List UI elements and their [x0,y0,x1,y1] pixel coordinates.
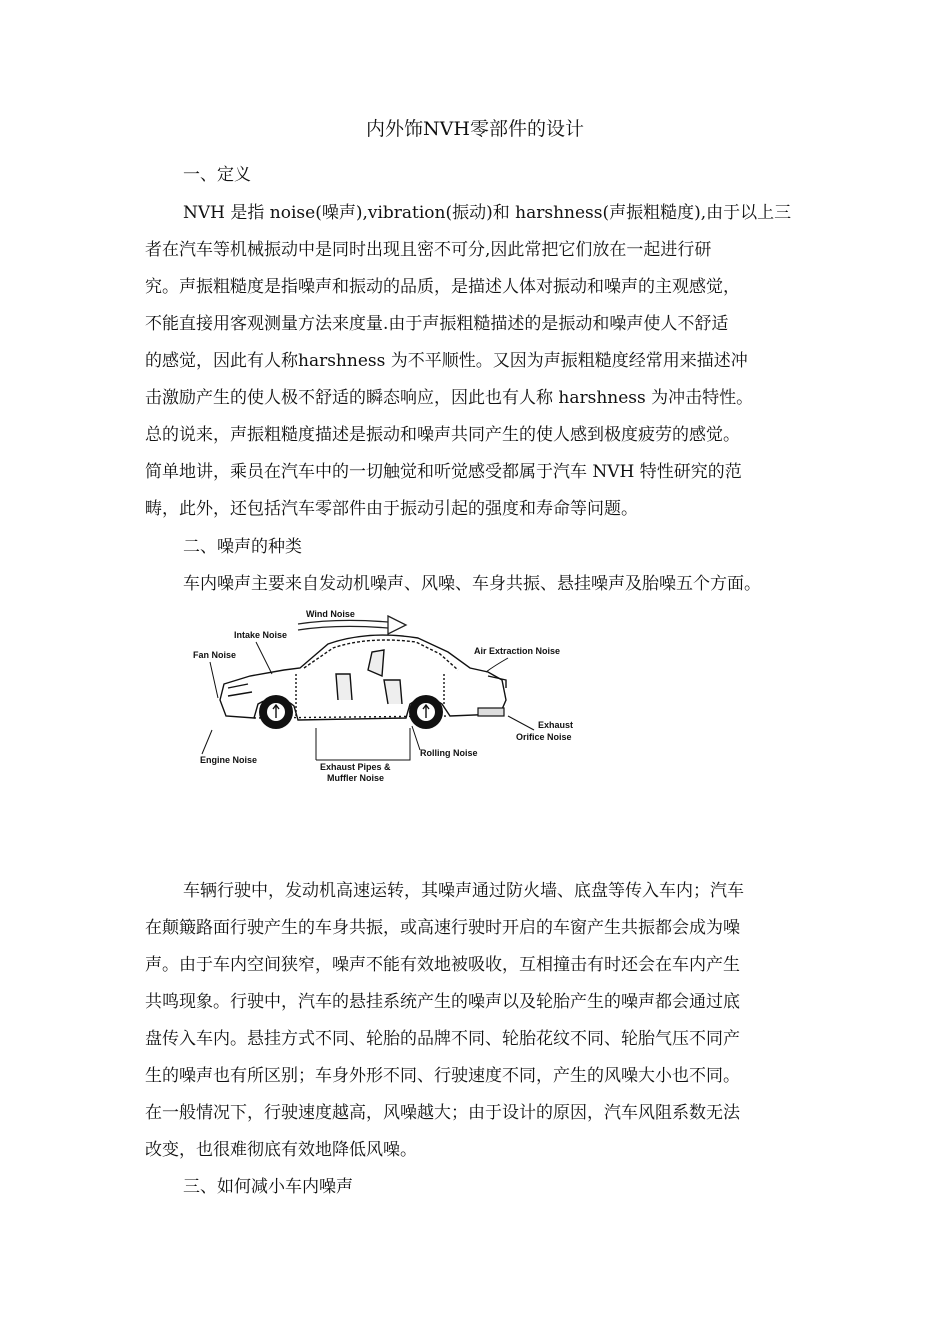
rear-wheel-icon [409,695,443,729]
paragraph-line: 在颠簸路面行驶产生的车身共振，或高速行驶时开启的车窗产生共振都会成为噪 [145,918,740,938]
section-heading-definition: 一、定义 [183,165,251,185]
fan-noise-label: Fan Noise [193,650,237,660]
paragraph-line: 总的说来，声振粗糙度描述是振动和噪声共同产生的使人感到极度疲劳的感觉。 [145,425,740,445]
exhaust-orifice-label-1: Exhaust [538,720,574,730]
exhaust-orifice-label-2: Orifice Noise [516,732,572,742]
paragraph-line: 究。声振粗糙度是指噪声和振动的品质，是描述人体对振动和噪声的主观感觉， [145,277,740,297]
paragraph-line: 的感觉，因此有人称harshness 为不平顺性。又因为声振粗糙度经常用来描述冲 [145,351,748,371]
front-wheel-icon [259,695,293,729]
paragraph-line: 畴，此外，还包括汽车零部件由于振动引起的强度和寿命等问题。 [145,499,638,519]
rolling-noise-label: Rolling Noise [420,748,478,758]
paragraph-line: 车内噪声主要来自发动机噪声、风噪、车身共振、悬挂噪声及胎噪五个方面。 [183,574,761,594]
intake-noise-label: Intake Noise [234,630,288,640]
paragraph-line: 不能直接用客观测量方法来度量.由于声振粗糙描述的是振动和噪声使人不舒适 [145,314,729,334]
paragraph-line: 改变，也很难彻底有效地降低风噪。 [145,1140,417,1160]
section-heading-reduce-noise: 三、如何减小车内噪声 [183,1177,353,1197]
paragraph-line: NVH 是指 noise(噪声),vibration(振动)和 harshness(声振粗糙度),由于以上三 [183,203,792,223]
paragraph-line: 生的噪声也有所区别；车身外形不同、行驶速度不同，产生的风噪大小也不同。 [145,1066,740,1086]
wind-noise-label: Wind Noise [306,609,355,619]
paragraph-line: 简单地讲，乘员在汽车中的一切触觉和听觉感受都属于汽车 NVH 特性研究的范 [145,462,742,482]
paragraph-line: 盘传入车内。悬挂方式不同、轮胎的品牌不同、轮胎花纹不同、轮胎气压不同产 [145,1029,740,1049]
section-heading-noise-types: 二、噪声的种类 [183,537,302,557]
paragraph-line: 者在汽车等机械振动中是同时出现且密不可分,因此常把它们放在一起进行研 [145,240,712,260]
paragraph-line: 击激励产生的使人极不舒适的瞬态响应，因此也有人称 harshness 为冲击特性。 [145,388,754,408]
page-title: 内外饰NVH零部件的设计 [366,118,584,140]
exhaust-pipe-icon [478,708,504,716]
paragraph-line: 共鸣现象。行驶中，汽车的悬挂系统产生的噪声以及轮胎产生的噪声都会通过底 [145,992,740,1012]
engine-noise-label: Engine Noise [200,755,258,765]
paragraph-line: 在一般情况下，行驶速度越高，风噪越大；由于设计的原因，汽车风阻系数无法 [145,1103,740,1123]
exhaust-pipes-label-2: Muffler Noise [327,773,385,783]
car-noise-sources-diagram [188,604,588,794]
air-extraction-noise-label: Air Extraction Noise [474,646,561,656]
exhaust-pipes-label-1: Exhaust Pipes & [320,762,391,772]
paragraph-line: 车辆行驶中，发动机高速运转，其噪声通过防火墙、底盘等传入车内；汽车 [183,881,744,901]
paragraph-line: 声。由于车内空间狭窄，噪声不能有效地被吸收，互相撞击有时还会在车内产生 [145,955,740,975]
